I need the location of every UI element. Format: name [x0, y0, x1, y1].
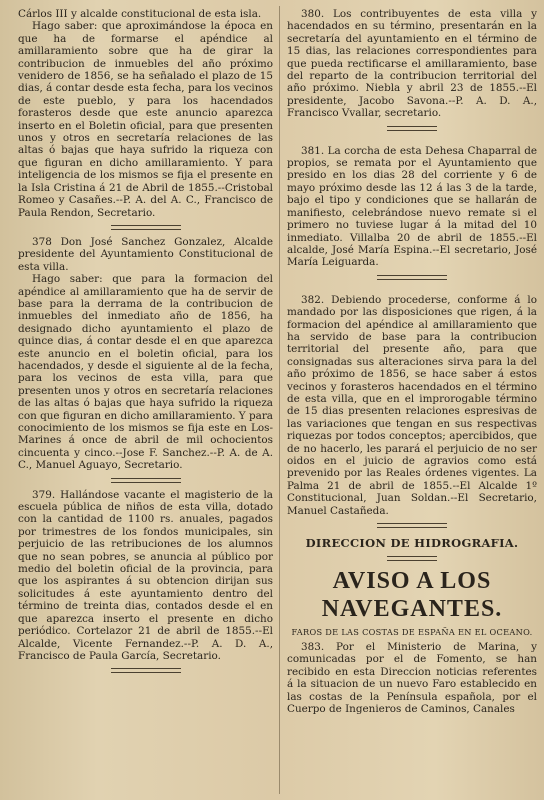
separator-rule [377, 523, 447, 528]
notice-377-intro: Cárlos III y alcalde constitucional de esta isla. [18, 8, 262, 20]
notice-381-body: 381. La corcha de esta Dehesa Chaparral de propios, se remata por el Ayuntamiento que presido en los dias 28 del corriente y 6 de mayo próximo desde las 12 á las 3 de la tarde, bajo el tipo y condiciones que se hallarán de manifiesto, celebrándose nuevo remate si el primero no tuviese lugar á la mitad del 10 inmediato. Villalba 20 de abril de 1855.--El alcalde, José María Espina.--El secretario, José María Leiguarda. [287, 144, 537, 269]
right-column [287, 8, 537, 796]
column-divider [279, 6, 280, 794]
separator-rule [387, 126, 437, 131]
notice-382-body: 382. Debiendo procederse, conforme á lo mandado por las disposiciones que rigen, á la formacion del apéndice al amillaramiento que ha servido de base para la contribucion territorial del presente año, para que consignadas sus alteraciones sirva para la del año próximo de 1856, se hace saber á estos vecinos y forasteros hacendados en el término de esta villa, que en el improrogable término de 15 dias presenten relaciones espresivas de las variaciones que tengan en sus respectivas riquezas por todos conceptos; apercibidos, que de no hacerlo, les parará el perjuicio de no ser oidos en el juicio de agravios como está prevenido por las Reales órdenes vigentes. La Palma 21 de abril de 1855.--El Alcalde 1º Constitucional, Juan Soldan.--El Secretario, Manuel Castañeda. [287, 293, 537, 517]
notice-378-heading: 378 Don José Sanchez Gonzalez, Alcalde presidente del Ayuntamiento Constitucional de esta villa. [18, 235, 273, 273]
notice-377-body: Hago saber: que aproximándose la época en que ha de formarse el apéndice al amillaramiento sobre que ha de girar la contribucion de inmuebles del año próximo venidero de 1856, se ha señalado el plazo de 15 dias, á contar desde esta fecha, para los vecinos de este pueblo, y para los hacendados forasteros desde que este anuncio aparezca inserto en el Boletin oficial, para que presenten unos y otros en secretaría relaciones de las altas ó bajas que haya sufrido la riqueza con que figuran en dicho amillaramiento. Y para inteligencia de los mismos se fija el presente en la Isla Cristina á 21 de Abril de 1855.--Cristobal Romeo y Casañes.--P. A. del A. C., Francisco de Paula Rendon, Secretario. [18, 20, 273, 219]
separator-rule [111, 668, 181, 673]
notice-378-body: Hago saber: que para la formacion del apéndice al amillaramiento que ha de servir de base para la derrama de la contribucion de inmuebles del inmediato año de 1856, ha designado dicho ayuntamiento el plazo de quince dias, á contar desde el en que aparezca este anuncio en el boletin oficial, para los hacendados, y desde el siguiente al de la fecha, para los vecinos de esta villa, para que presenten unos y otros en secretaría relaciones de las altas ó bajas que haya sufrido la riqueza con que figuran en dicho amillaramiento. Y para conocimiento de los mismos se fija este en Los-Marines á once de abril de mil ochocientos cincuenta y cinco.--Jose F. Sanchez.--P. A. de A. C., Manuel Aguayo, Secretario. [18, 273, 273, 472]
separator-rule [387, 556, 437, 561]
aviso-heading: AVISO A LOS NAVEGANTES. [321, 568, 503, 623]
notice-380-body: 380. Los contribuyentes de esta villa y hacendados en su término, presentarán en la secretaría del ayuntamiento en el término de 15 dias, las relaciones correspondientes para que pueda rectificarse el amillaramiento, base del reparto de la contribucion territorial del año próximo. Niebla y abril 23 de 1855.--El presidente, Jacobo Savona.--P. A. D. A., Francisco Vvallar, secretario. [287, 8, 537, 120]
subheading: FAROS DE LAS COSTAS DE ESPAÑA EN EL OCEANO. [291, 627, 533, 638]
separator-rule [111, 225, 181, 230]
left-column [18, 8, 273, 796]
notice-379-body: 379. Hallándose vacante el magisterio de la escuela pública de niños de esta villa, dotado con la cantidad de 1100 rs. anuales, pagados por trimestres de los fondos municipales, sin perjuicio de las retribuciones de los alumnos que no sean pobres, se anuncia al público por medio del boletin oficial de la provincia, para que los aspirantes á su obtencion dirijan sus solicitudes á este ayuntamiento dentro del término de treinta dias, contados desde el en que aparezca inserto el presente en dicho periódico. Cortelazor 21 de abril de 1855.--El Alcalde, Vicente Fernandez.--P. A. D. A., Francisco de Paula García, Secretario. [18, 488, 273, 662]
section-heading: DIRECCION DE HIDROGRAFIA. [305, 536, 519, 551]
notice-383-body: 383. Por el Ministerio de Marina, y comunicadas por el de Fomento, se han recibido en esta Direccion noticias referentes á la situacion de un nuevo Faro establecido en las costas de la Península española, por el Cuerpo de Ingenieros de Caminos, Canales [287, 641, 537, 716]
separator-rule [111, 478, 181, 483]
separator-rule [377, 275, 447, 280]
